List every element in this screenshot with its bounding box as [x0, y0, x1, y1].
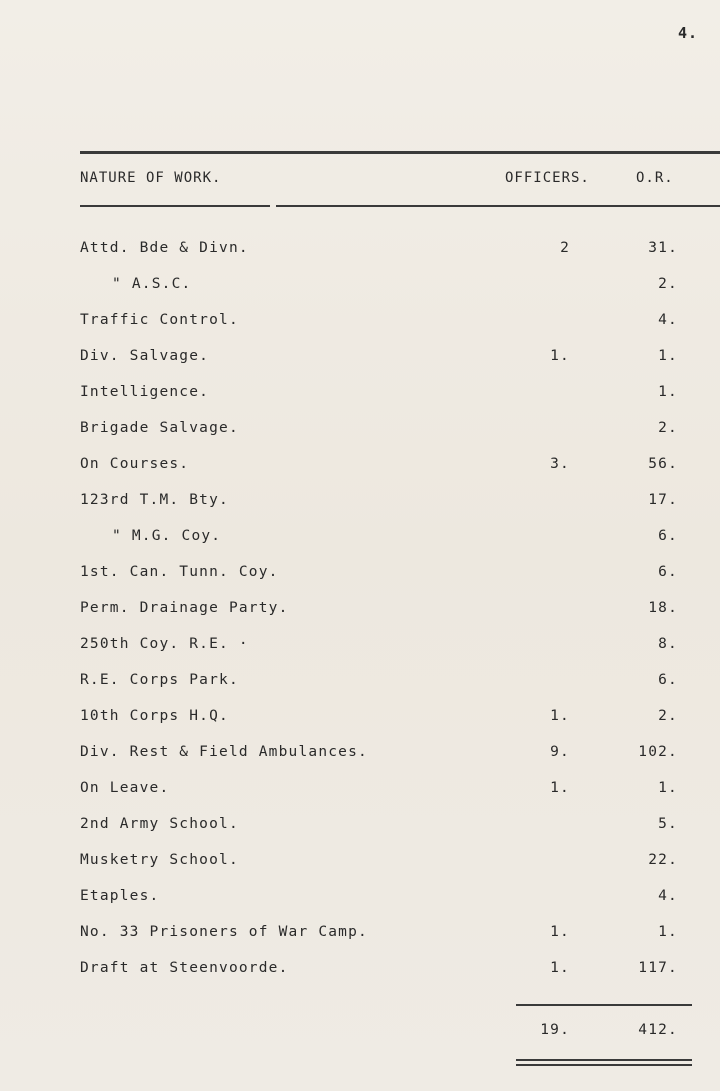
row-nature-of-work: 2nd Army School. — [80, 816, 239, 832]
table-row — [0, 888, 720, 924]
row-officers: 3. — [550, 456, 570, 472]
table-row — [0, 276, 720, 312]
row-other-ranks: 18. — [648, 600, 678, 616]
table-header — [0, 170, 720, 192]
row-nature-of-work: Traffic Control. — [80, 312, 239, 328]
header-officers: OFFICERS. — [505, 170, 590, 186]
row-other-ranks: 2. — [658, 420, 678, 436]
header-nature-of-work: NATURE OF WORK. — [80, 170, 222, 186]
row-other-ranks: 5. — [658, 816, 678, 832]
table-row — [0, 528, 720, 564]
row-other-ranks: 1. — [658, 348, 678, 364]
row-nature-of-work: Attd. Bde & Divn. — [80, 240, 249, 256]
row-nature-of-work: 1st. Can. Tunn. Coy. — [80, 564, 279, 580]
row-officers: 1. — [550, 960, 570, 976]
row-other-ranks: 6. — [658, 528, 678, 544]
table-body — [0, 240, 720, 996]
total-rule-top — [516, 1004, 692, 1006]
row-nature-of-work: Draft at Steenvoorde. — [80, 960, 289, 976]
row-other-ranks: 8. — [658, 636, 678, 652]
row-other-ranks: 2. — [658, 708, 678, 724]
table-row — [0, 384, 720, 420]
row-nature-of-work: Etaples. — [80, 888, 160, 904]
table-row — [0, 924, 720, 960]
row-other-ranks: 1. — [658, 924, 678, 940]
table-row — [0, 744, 720, 780]
total-double-rule-1 — [516, 1059, 692, 1061]
row-other-ranks: 1. — [658, 780, 678, 796]
top-rule — [80, 151, 720, 154]
header-rule-right — [276, 205, 720, 207]
total-other-ranks: 412. — [638, 1022, 678, 1038]
totals-row — [0, 1022, 720, 1046]
table-row — [0, 960, 720, 996]
row-other-ranks: 4. — [658, 888, 678, 904]
row-other-ranks: 4. — [658, 312, 678, 328]
row-officers: 1. — [550, 924, 570, 940]
table-row — [0, 420, 720, 456]
row-nature-of-work: Musketry School. — [80, 852, 239, 868]
table-row — [0, 816, 720, 852]
table-row — [0, 240, 720, 276]
row-other-ranks: 6. — [658, 672, 678, 688]
row-other-ranks: 102. — [638, 744, 678, 760]
row-nature-of-work: " M.G. Coy. — [112, 528, 222, 544]
row-officers: 1. — [550, 780, 570, 796]
table-row — [0, 564, 720, 600]
row-other-ranks: 17. — [648, 492, 678, 508]
row-officers: 2 — [560, 240, 570, 256]
table-row — [0, 600, 720, 636]
page-number: 4. — [677, 24, 698, 42]
header-rule-left — [80, 205, 270, 207]
row-nature-of-work: 123rd T.M. Bty. — [80, 492, 229, 508]
row-nature-of-work: No. 33 Prisoners of War Camp. — [80, 924, 368, 940]
row-nature-of-work: R.E. Corps Park. — [80, 672, 239, 688]
table-row — [0, 312, 720, 348]
row-officers: 1. — [550, 348, 570, 364]
table-row — [0, 636, 720, 672]
row-nature-of-work: " A.S.C. — [112, 276, 192, 292]
total-double-rule-2 — [516, 1064, 692, 1066]
row-other-ranks: 22. — [648, 852, 678, 868]
row-nature-of-work: Div. Salvage. — [80, 348, 210, 364]
table-row — [0, 348, 720, 384]
header-other-ranks: O.R. — [636, 170, 674, 186]
table-row — [0, 708, 720, 744]
row-nature-of-work: Intelligence. — [80, 384, 210, 400]
row-nature-of-work: On Leave. — [80, 780, 170, 796]
row-officers: 9. — [550, 744, 570, 760]
row-other-ranks: 117. — [638, 960, 678, 976]
row-nature-of-work: 250th Coy. R.E. · — [80, 636, 249, 652]
table-row — [0, 456, 720, 492]
row-nature-of-work: Div. Rest & Field Ambulances. — [80, 744, 368, 760]
row-officers: 1. — [550, 708, 570, 724]
row-other-ranks: 1. — [658, 384, 678, 400]
row-other-ranks: 2. — [658, 276, 678, 292]
row-nature-of-work: 10th Corps H.Q. — [80, 708, 229, 724]
row-nature-of-work: Brigade Salvage. — [80, 420, 239, 436]
total-officers: 19. — [540, 1022, 570, 1038]
table-row — [0, 780, 720, 816]
table-row — [0, 672, 720, 708]
row-nature-of-work: Perm. Drainage Party. — [80, 600, 289, 616]
row-nature-of-work: On Courses. — [80, 456, 190, 472]
row-other-ranks: 6. — [658, 564, 678, 580]
row-other-ranks: 31. — [648, 240, 678, 256]
table-row — [0, 492, 720, 528]
table-row — [0, 852, 720, 888]
row-other-ranks: 56. — [648, 456, 678, 472]
